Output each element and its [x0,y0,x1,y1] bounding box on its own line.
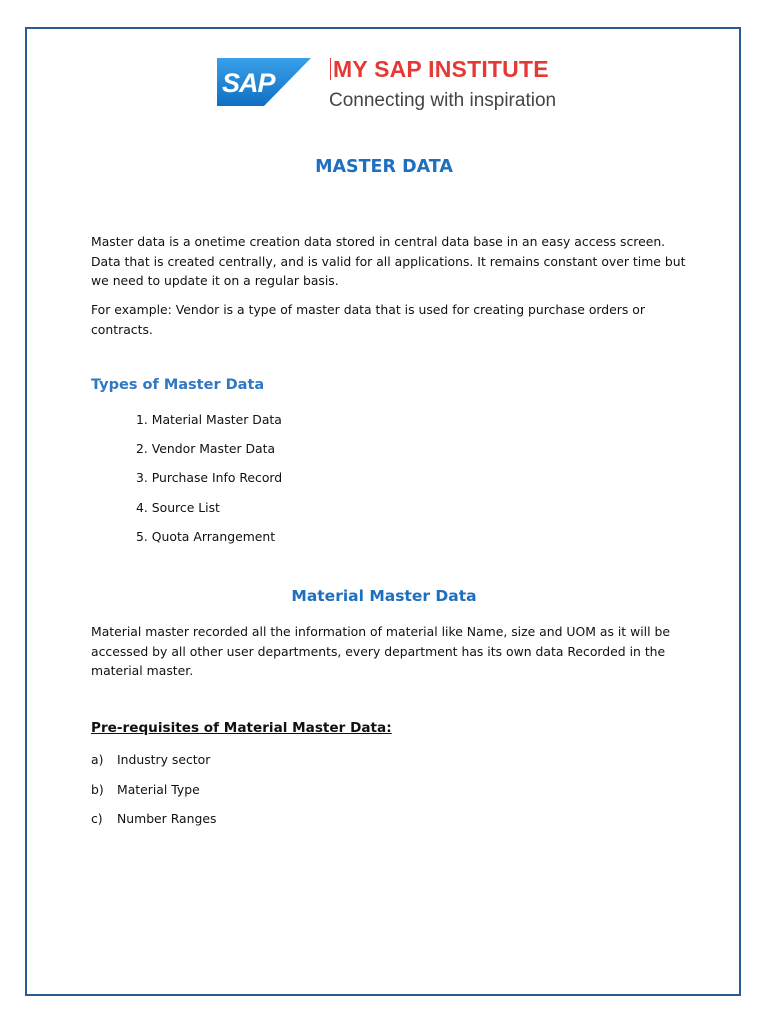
prereq-heading: Pre-requisites of Material Master Data: [91,720,392,736]
list-item-text: Material Type [117,781,200,797]
brand-divider [330,58,331,80]
list-item-text: Industry sector [117,752,211,767]
sap-logo [217,58,311,106]
list-marker: a) [91,752,104,767]
brand-title: MY SAP INSTITUTE [333,56,549,82]
material-heading: Material Master Data [291,587,477,605]
brand-tagline: Connecting with inspiration [329,90,557,111]
types-heading: Types of Master Data [91,377,265,393]
list-item: 2. Vendor Master Data [136,441,276,457]
list-item: 3. Purchase Info Record [136,470,283,486]
list-item-text: Number Ranges [117,811,217,826]
list-item: 1. Material Master Data [136,412,282,427]
list-item: 5. Quota Arrangement [136,528,276,544]
list-item [91,809,216,839]
material-paragraph: Material master recorded all the information of material like Name, size and UOM as it will be accessed by all other user departments, every department has its own data Recorded in the material master. [91,624,670,678]
example-paragraph: For example: Vendor is a type of master data that is used for creating purchase orders or contracts. [91,302,645,337]
prereq-list [91,750,216,839]
sap-logo-text: SAP [222,68,275,98]
list-item [91,780,216,810]
intro-paragraph: Master data is a onetime creation data stored in central data base in an easy access screen. Data that is created centrally, and is valid for all applications. It remains constant over time but we need to update it on a regular basis. [91,234,686,288]
page-title: MASTER DATA [315,157,453,177]
types-list [136,410,282,556]
list-marker: c) [91,811,103,826]
list-item [91,750,216,780]
list-marker: b) [91,781,104,797]
list-item: 4. Source List [136,499,220,515]
